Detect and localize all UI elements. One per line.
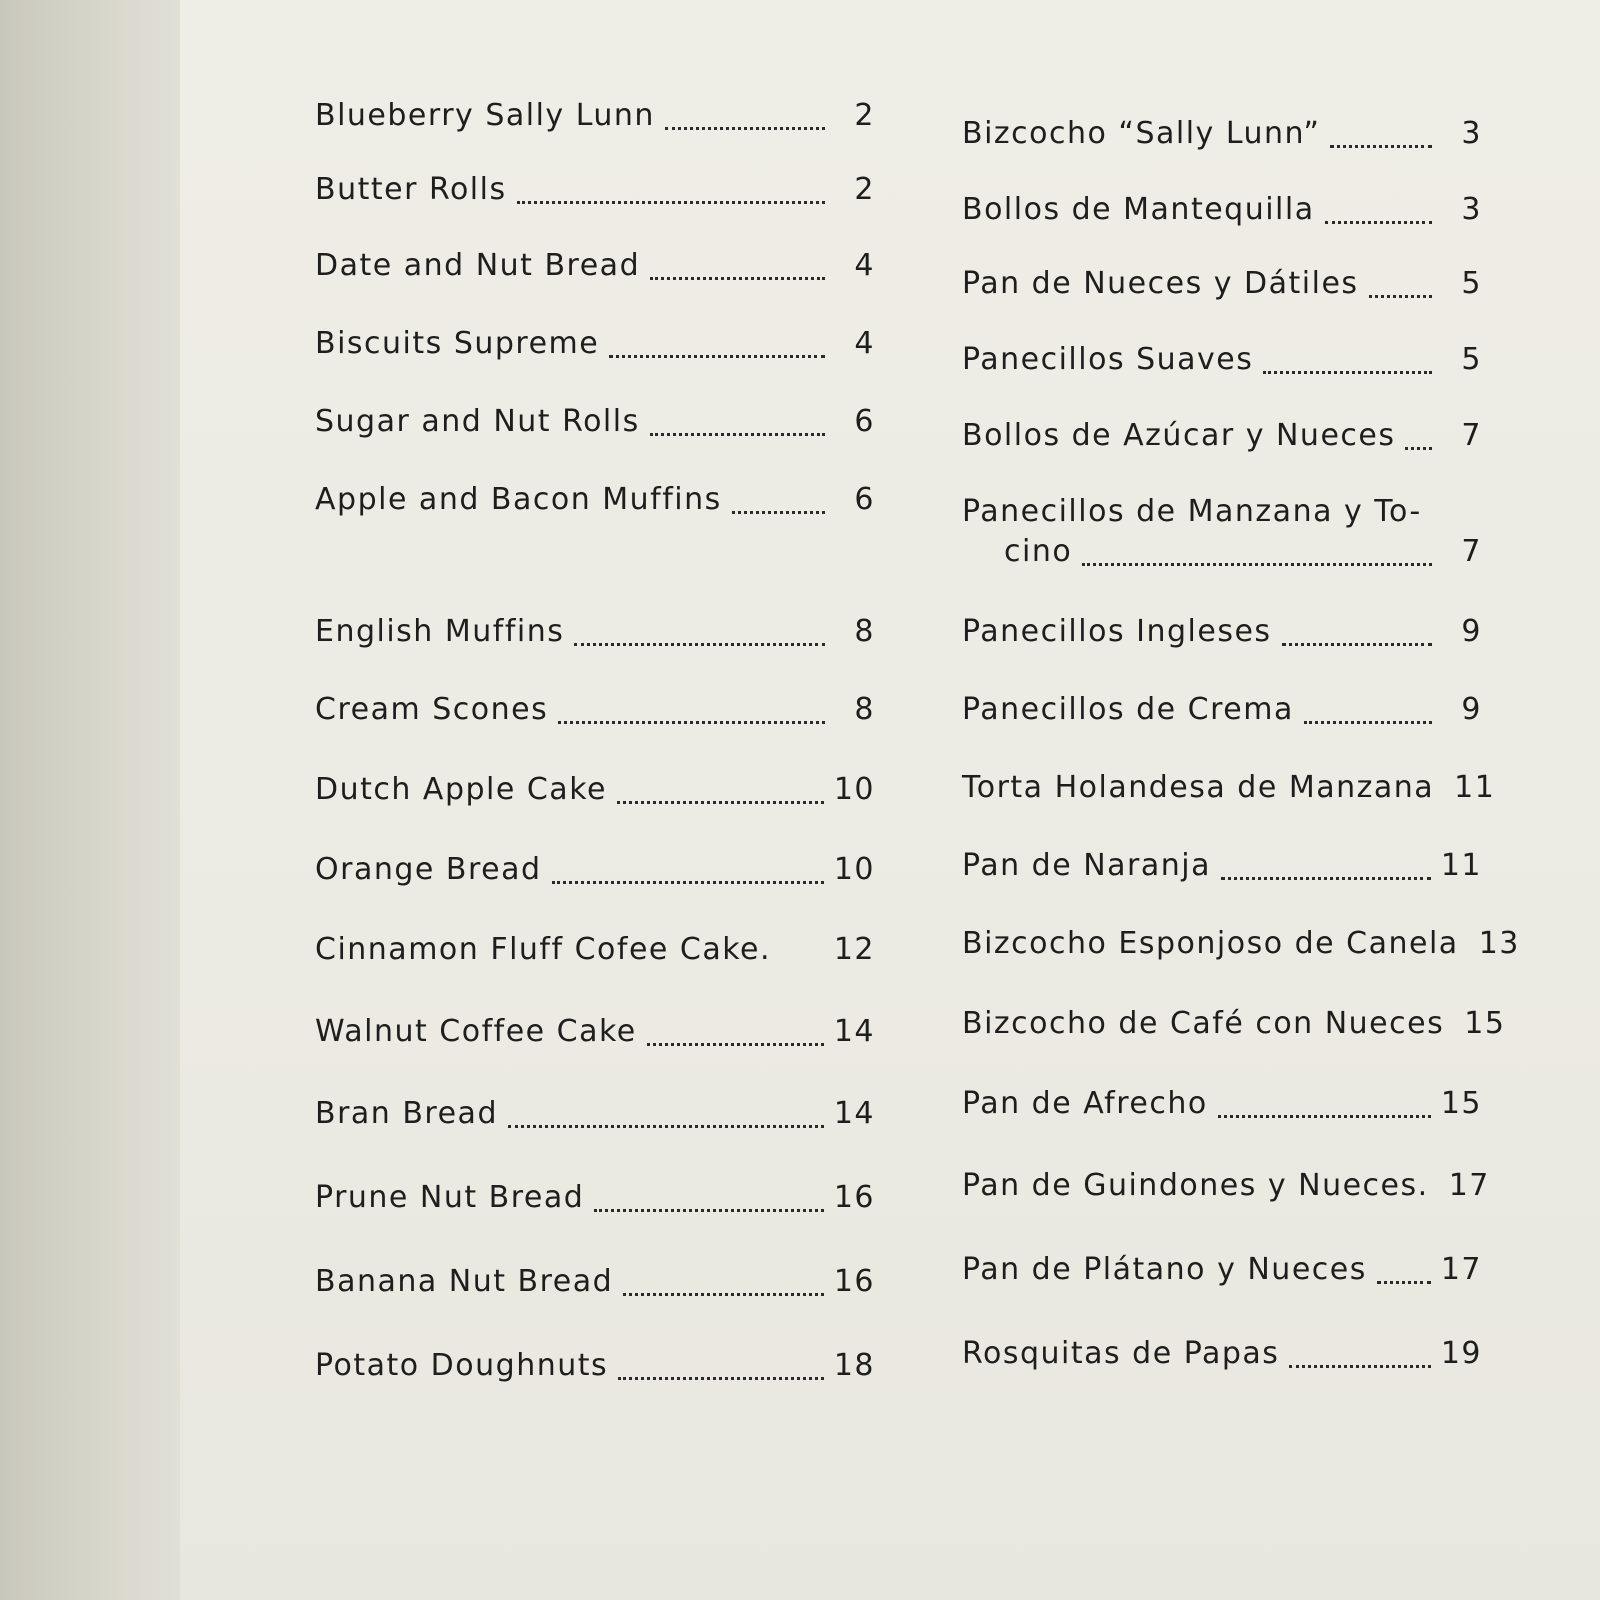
toc-entry xyxy=(1004,534,1482,578)
dot-leader xyxy=(650,433,825,436)
entry-title: Pan de Guindones y Nueces. xyxy=(962,1168,1429,1203)
entry-page: 9 xyxy=(1461,692,1482,727)
entry-title: Blueberry Sally Lunn xyxy=(315,98,655,133)
toc-entry xyxy=(315,1014,875,1058)
entry-page: 9 xyxy=(1461,614,1482,649)
toc-entry xyxy=(315,1348,875,1392)
entry-page: 10 xyxy=(833,852,875,887)
entry-page: 5 xyxy=(1461,342,1482,377)
entry-page: 10 xyxy=(833,772,875,807)
entry-page: 11 xyxy=(1454,770,1496,805)
entry-title: Biscuits Supreme xyxy=(315,326,600,361)
entry-page: 3 xyxy=(1461,116,1482,151)
toc-entry xyxy=(962,848,1482,892)
entry-title: Dutch Apple Cake xyxy=(315,772,607,807)
dot-leader xyxy=(1082,563,1432,566)
entry-title: Panecillos Suaves xyxy=(962,342,1254,377)
entry-title: Walnut Coffee Cake xyxy=(315,1014,637,1049)
entry-page: 2 xyxy=(854,98,875,133)
toc-entry xyxy=(315,326,875,370)
toc-entry xyxy=(962,926,1520,970)
entry-title: Cream Scones xyxy=(315,692,549,727)
entry-title: Bollos de Azúcar y Nueces xyxy=(962,418,1396,453)
entry-page: 17 xyxy=(1440,1252,1482,1287)
entry-page: 8 xyxy=(854,614,875,649)
dot-leader xyxy=(1289,1365,1430,1368)
entry-page: 4 xyxy=(854,326,875,361)
entry-title: Bizcocho de Café con Nueces xyxy=(962,1006,1445,1041)
dot-leader xyxy=(732,511,825,514)
dot-leader xyxy=(1330,145,1432,148)
entry-page: 4 xyxy=(854,248,875,283)
toc-entry xyxy=(315,932,875,976)
toc-entry xyxy=(962,614,1482,658)
toc-entry xyxy=(315,1096,875,1140)
entry-page: 15 xyxy=(1464,1006,1506,1041)
entry-title: Apple and Bacon Muffins xyxy=(315,482,722,517)
entry-title: Pan de Afrecho xyxy=(962,1086,1208,1121)
toc-entry xyxy=(315,404,875,448)
entry-page: 16 xyxy=(833,1264,875,1299)
toc-entry-title-line: Panecillos de Manzana y To- xyxy=(962,494,1422,529)
toc-entry xyxy=(315,98,875,142)
toc-entry xyxy=(962,342,1482,386)
entry-page: 11 xyxy=(1440,848,1482,883)
entry-title: Torta Holandesa de Manzana xyxy=(962,770,1435,805)
entry-page: 17 xyxy=(1448,1168,1490,1203)
dot-leader xyxy=(1325,221,1432,224)
entry-title: Date and Nut Bread xyxy=(315,248,641,283)
entry-title: Bran Bread xyxy=(315,1096,498,1131)
entry-page: 8 xyxy=(854,692,875,727)
entry-page: 12 xyxy=(833,932,875,967)
dot-leader xyxy=(1263,371,1432,374)
toc-entry xyxy=(315,172,875,216)
entry-title: Cinnamon Fluff Cofee Cake. xyxy=(315,932,772,967)
toc-entry xyxy=(315,852,875,896)
entry-title: Prune Nut Bread xyxy=(315,1180,585,1215)
toc-entry xyxy=(962,770,1496,814)
dot-leader xyxy=(508,1125,824,1128)
toc-entry xyxy=(315,1264,875,1308)
dot-leader xyxy=(609,355,825,358)
entry-title: Bollos de Mantequilla xyxy=(962,192,1315,227)
dot-leader xyxy=(665,127,825,130)
dot-leader xyxy=(574,643,825,646)
toc-entry xyxy=(962,1006,1506,1050)
dot-leader xyxy=(558,721,825,724)
entry-page: 3 xyxy=(1461,192,1482,227)
entry-title: Panecillos Ingleses xyxy=(962,614,1272,649)
toc-entry xyxy=(962,116,1482,160)
dot-leader xyxy=(617,801,824,804)
toc-entry xyxy=(315,614,875,658)
entry-page: 19 xyxy=(1440,1336,1482,1371)
toc-entry xyxy=(962,192,1482,236)
entry-title: Rosquitas de Papas xyxy=(962,1336,1280,1371)
dot-leader xyxy=(647,1043,824,1046)
dot-leader xyxy=(517,201,825,204)
toc-entry xyxy=(962,1252,1482,1296)
entry-page: 2 xyxy=(854,172,875,207)
toc-entry xyxy=(962,1086,1482,1130)
entry-title: Pan de Nueces y Dátiles xyxy=(962,266,1359,301)
entry-page: 16 xyxy=(833,1180,875,1215)
entry-title: English Muffins xyxy=(315,614,565,649)
entry-title: Pan de Naranja xyxy=(962,848,1211,883)
entry-title: Butter Rolls xyxy=(315,172,507,207)
entry-page: 5 xyxy=(1461,266,1482,301)
entry-title: Banana Nut Bread xyxy=(315,1264,614,1299)
toc-entry xyxy=(962,1336,1482,1380)
toc-entry xyxy=(962,692,1482,736)
entry-title: Potato Doughnuts xyxy=(315,1348,609,1383)
entry-title: Panecillos de Crema xyxy=(962,692,1294,727)
entry-page: 18 xyxy=(833,1348,875,1383)
entry-page: 7 xyxy=(1461,534,1482,569)
dot-leader xyxy=(1282,643,1432,646)
entry-title: Bizcocho Esponjoso de Canela xyxy=(962,926,1459,961)
toc-entry xyxy=(315,248,875,292)
toc-entry xyxy=(315,772,875,816)
entry-page: 6 xyxy=(854,482,875,517)
entry-page: 14 xyxy=(833,1014,875,1049)
dot-leader xyxy=(594,1209,824,1212)
entry-page: 15 xyxy=(1440,1086,1482,1121)
entry-page: 13 xyxy=(1478,926,1520,961)
toc-entry xyxy=(962,418,1482,462)
dot-leader xyxy=(781,961,824,964)
entry-title: Bizcocho “Sally Lunn” xyxy=(962,116,1321,151)
entry-title: Pan de Plátano y Nueces xyxy=(962,1252,1367,1287)
dot-leader xyxy=(1218,1115,1431,1118)
page-edge xyxy=(0,0,192,1600)
dot-leader xyxy=(1369,295,1432,298)
toc-entry xyxy=(315,1180,875,1224)
toc-entry xyxy=(315,692,875,736)
toc-entry xyxy=(962,266,1482,310)
dot-leader xyxy=(552,881,824,884)
dot-leader xyxy=(650,277,825,280)
entry-title: Sugar and Nut Rolls xyxy=(315,404,640,439)
dot-leader xyxy=(623,1293,824,1296)
toc-entry xyxy=(962,1168,1490,1212)
entry-page: 14 xyxy=(833,1096,875,1131)
dot-leader xyxy=(1377,1281,1431,1284)
entry-page: 6 xyxy=(854,404,875,439)
dot-leader xyxy=(1221,877,1431,880)
entry-title: Orange Bread xyxy=(315,852,542,887)
entry-page: 7 xyxy=(1461,418,1482,453)
entry-title-continuation: cino xyxy=(1004,534,1073,569)
dot-leader xyxy=(1405,447,1432,450)
toc-entry xyxy=(315,482,875,526)
dot-leader xyxy=(1304,721,1432,724)
dot-leader xyxy=(618,1377,824,1380)
